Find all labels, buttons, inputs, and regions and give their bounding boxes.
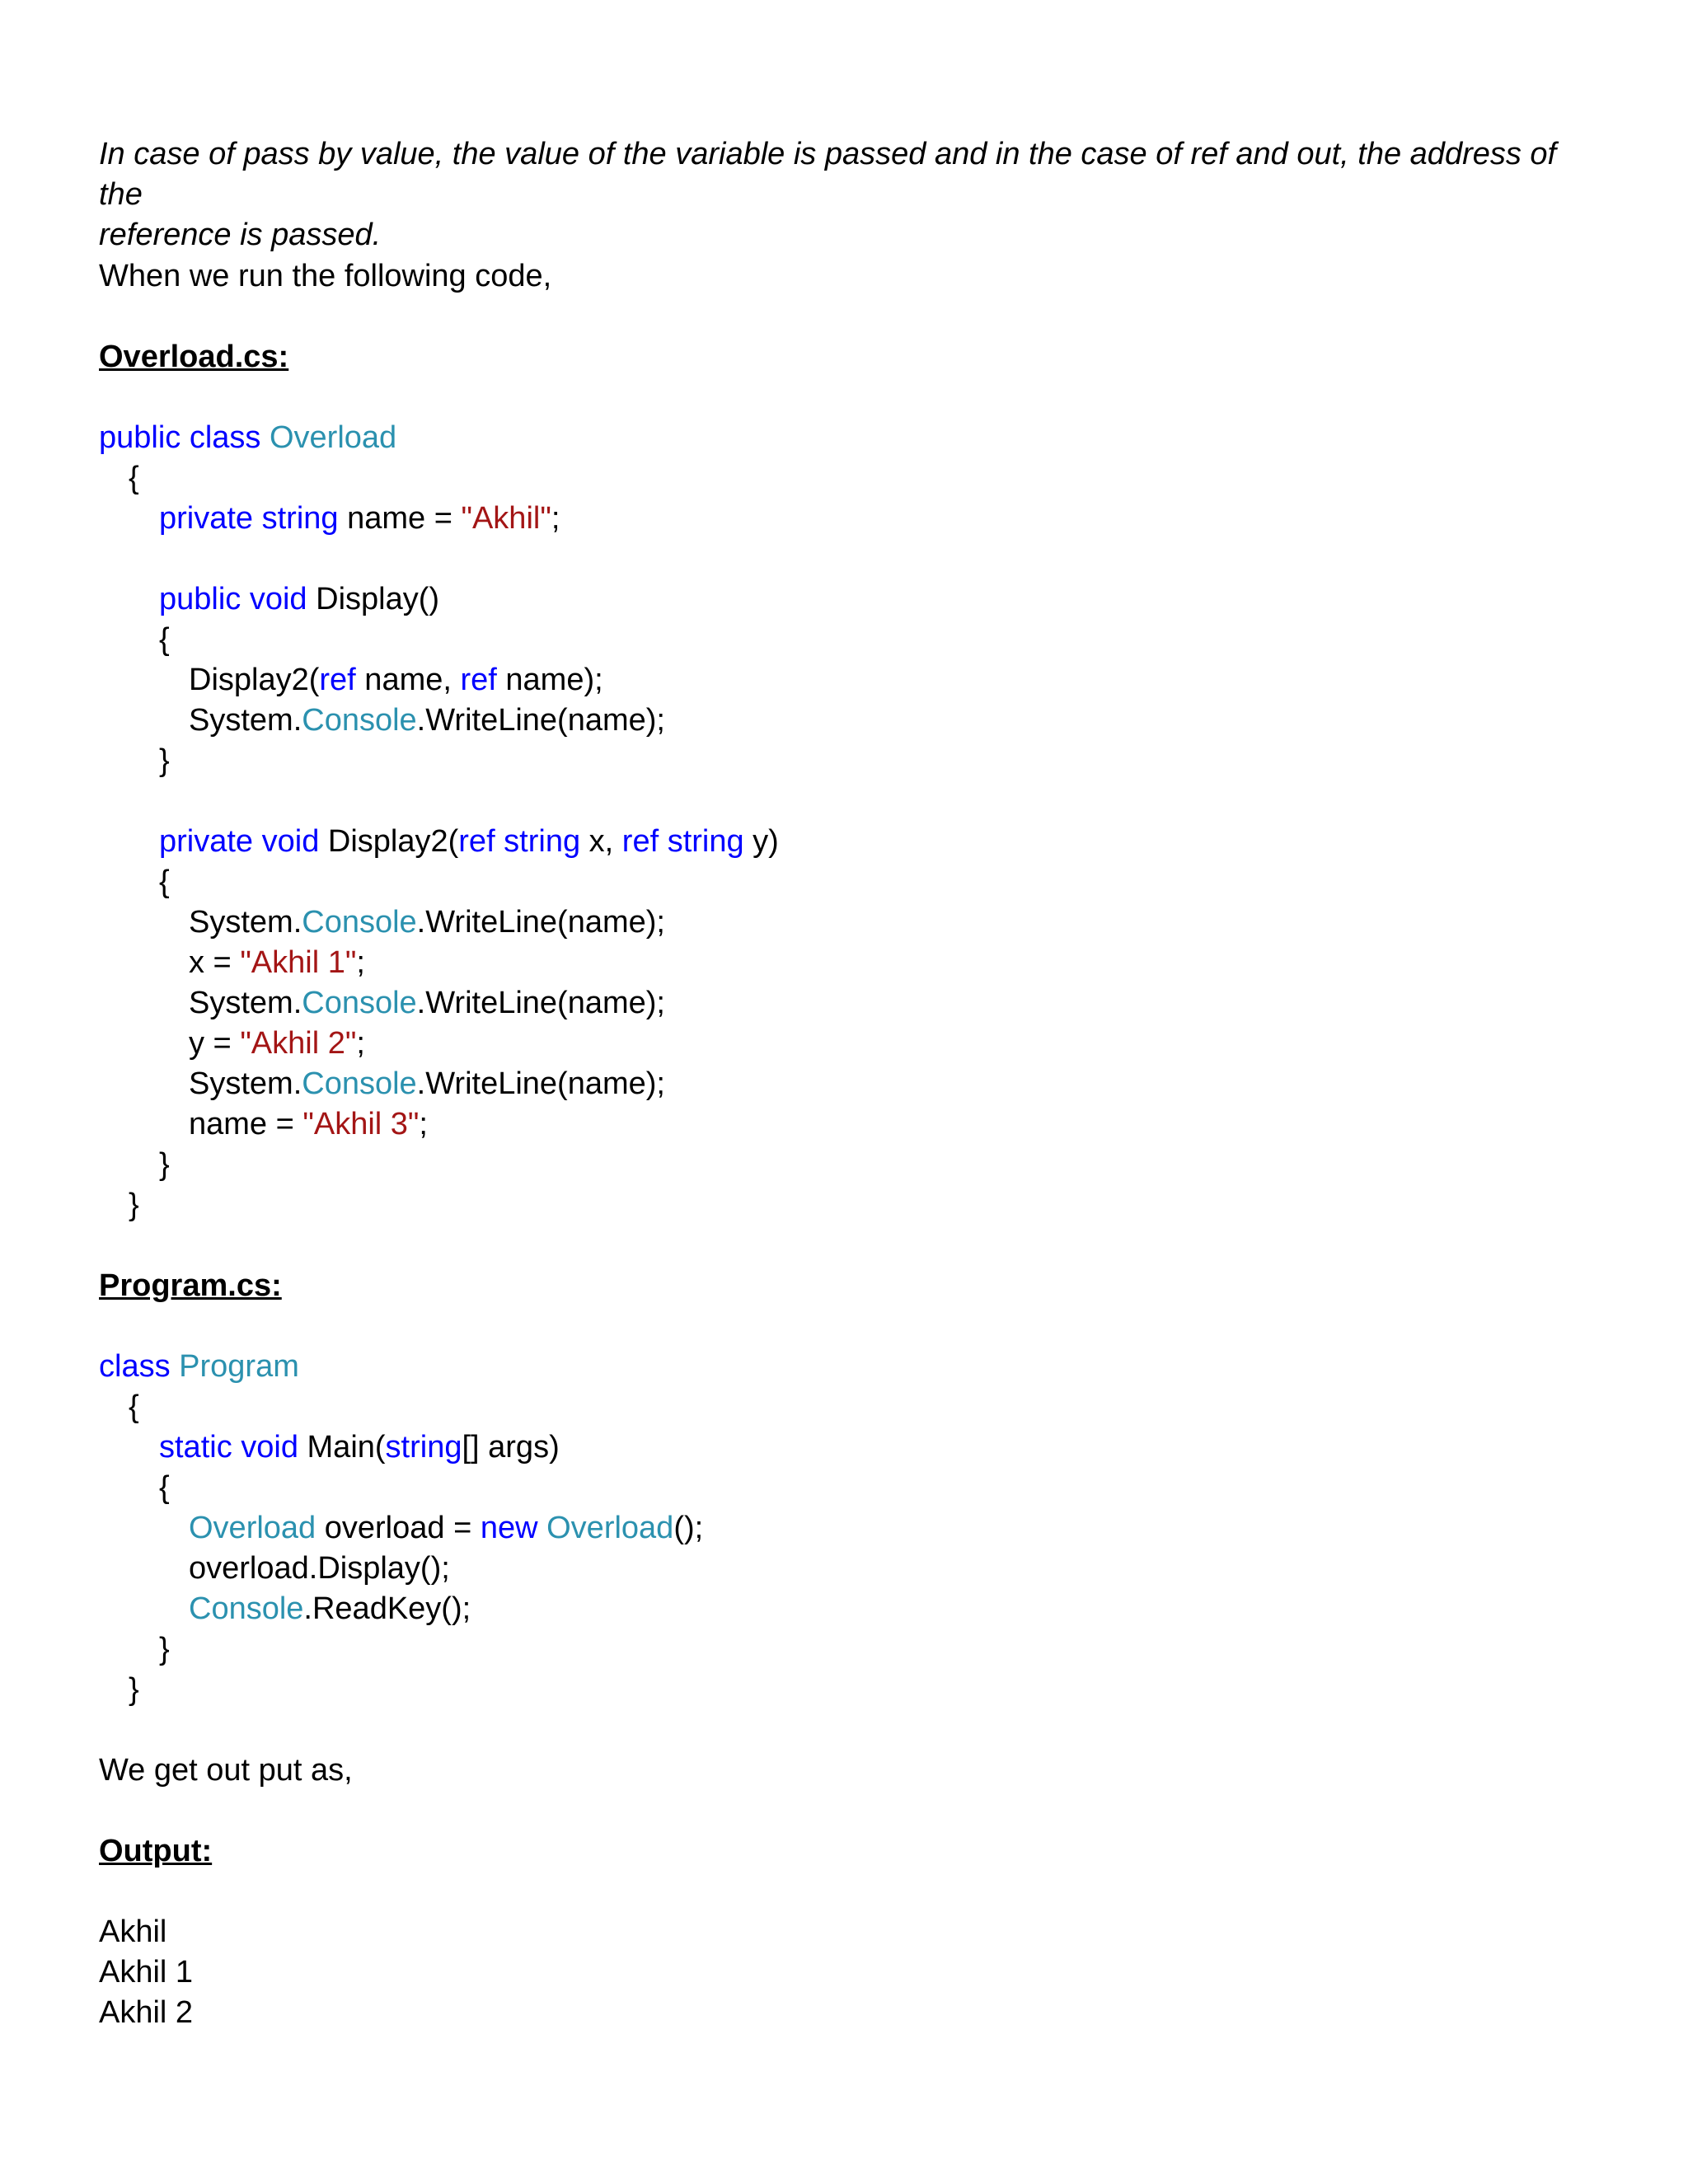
code-line: } (159, 1147, 170, 1182)
code-text: overload = (316, 1511, 481, 1545)
code-line (189, 943, 365, 983)
code-string: "Akhil 1" (240, 945, 357, 980)
code-text: ; (419, 1107, 428, 1141)
code-type: Console (189, 1591, 304, 1626)
code-line (189, 983, 665, 1024)
code-line (159, 579, 439, 620)
code-text: .WriteLine(name); (416, 703, 665, 738)
code-type: Console (302, 905, 417, 940)
code-type: Overload (189, 1511, 316, 1545)
code-text (538, 1511, 547, 1545)
code-text: .WriteLine(name); (416, 905, 665, 940)
code-text: Display() (307, 582, 440, 616)
code-line (189, 1104, 428, 1145)
code-keyword: public class (99, 420, 270, 455)
code-keyword: ref string (621, 824, 744, 859)
intro-line-2: reference is passed. (99, 218, 382, 252)
code-text: System. (189, 905, 302, 940)
code-line: } (129, 1188, 139, 1222)
code-text: name, (355, 663, 461, 697)
code-text: y) (743, 824, 779, 859)
code-text: (); (673, 1511, 704, 1545)
code-line (189, 660, 603, 701)
code-text: .ReadKey(); (303, 1591, 471, 1626)
code-text: Main( (298, 1430, 386, 1465)
code-line (189, 1508, 703, 1549)
code-line: { (159, 1470, 170, 1505)
code-keyword: ref string (458, 824, 581, 859)
code-line (189, 1064, 665, 1104)
code-line: { (159, 865, 170, 899)
code-line: overload.Display(); (189, 1551, 450, 1586)
code-keyword: class (99, 1349, 180, 1384)
output-line: Akhil 2 (99, 1995, 194, 2030)
code-text: x = (189, 945, 241, 980)
code-type: Overload (269, 420, 397, 455)
code-line (159, 499, 560, 539)
code-text: System. (189, 986, 302, 1020)
code-string: "Akhil 3" (302, 1107, 420, 1141)
code-line: { (129, 1390, 139, 1424)
code-line: } (129, 1672, 139, 1707)
code-string: "Akhil" (461, 501, 551, 536)
code-type: Console (302, 986, 417, 1020)
lead-text: When we run the following code, (99, 259, 552, 293)
code-keyword: new (480, 1511, 538, 1545)
code-text: Display2( (189, 663, 320, 697)
output-heading: Output: (99, 1834, 213, 1868)
output-lead: We get out put as, (99, 1753, 353, 1788)
code-keyword: public void (159, 582, 307, 616)
code-type: Console (302, 703, 417, 738)
code-line: { (129, 461, 139, 495)
code-type: Console (302, 1066, 417, 1101)
code-line: { (159, 622, 170, 657)
code-line (189, 1589, 471, 1629)
code-line (189, 902, 665, 943)
code-text: name = (189, 1107, 303, 1141)
code-text: Display2( (319, 824, 459, 859)
code-type: Program (179, 1349, 299, 1384)
code-keyword: ref (460, 663, 497, 697)
code-text: x, (580, 824, 622, 859)
output-line: Akhil 1 (99, 1955, 194, 1990)
intro-line-1: In case of pass by value, the value of the variable is passed and in the case of ref and out, the address of the (99, 137, 1557, 212)
code-keyword: string (385, 1430, 462, 1465)
code-type: Overload (546, 1511, 674, 1545)
code-line (189, 1024, 365, 1064)
output-line: Akhil (99, 1915, 167, 1949)
code-text: System. (189, 1066, 302, 1101)
code-line (189, 701, 665, 741)
code-keyword: private void (159, 824, 320, 859)
code-line (99, 418, 396, 458)
code-text: name = (338, 501, 462, 536)
program-heading: Program.cs: (99, 1268, 282, 1303)
code-keyword: private string (159, 501, 339, 536)
code-keyword: ref (319, 663, 356, 697)
overload-heading: Overload.cs: (99, 340, 289, 374)
code-text: .WriteLine(name); (416, 1066, 665, 1101)
code-text: y = (189, 1026, 241, 1061)
code-text: ; (356, 945, 365, 980)
code-text: [] args) (462, 1430, 560, 1465)
code-text: .WriteLine(name); (416, 986, 665, 1020)
code-line: } (159, 1632, 170, 1666)
code-text: name); (496, 663, 603, 697)
intro-paragraph (99, 134, 1582, 255)
code-text: ; (356, 1026, 365, 1061)
code-string: "Akhil 2" (240, 1026, 357, 1061)
code-line (159, 822, 779, 862)
code-line: } (159, 743, 170, 778)
code-text: System. (189, 703, 302, 738)
code-line (159, 1427, 560, 1468)
code-line (99, 1347, 299, 1387)
code-text: ; (551, 501, 560, 536)
code-keyword: static void (159, 1430, 298, 1465)
